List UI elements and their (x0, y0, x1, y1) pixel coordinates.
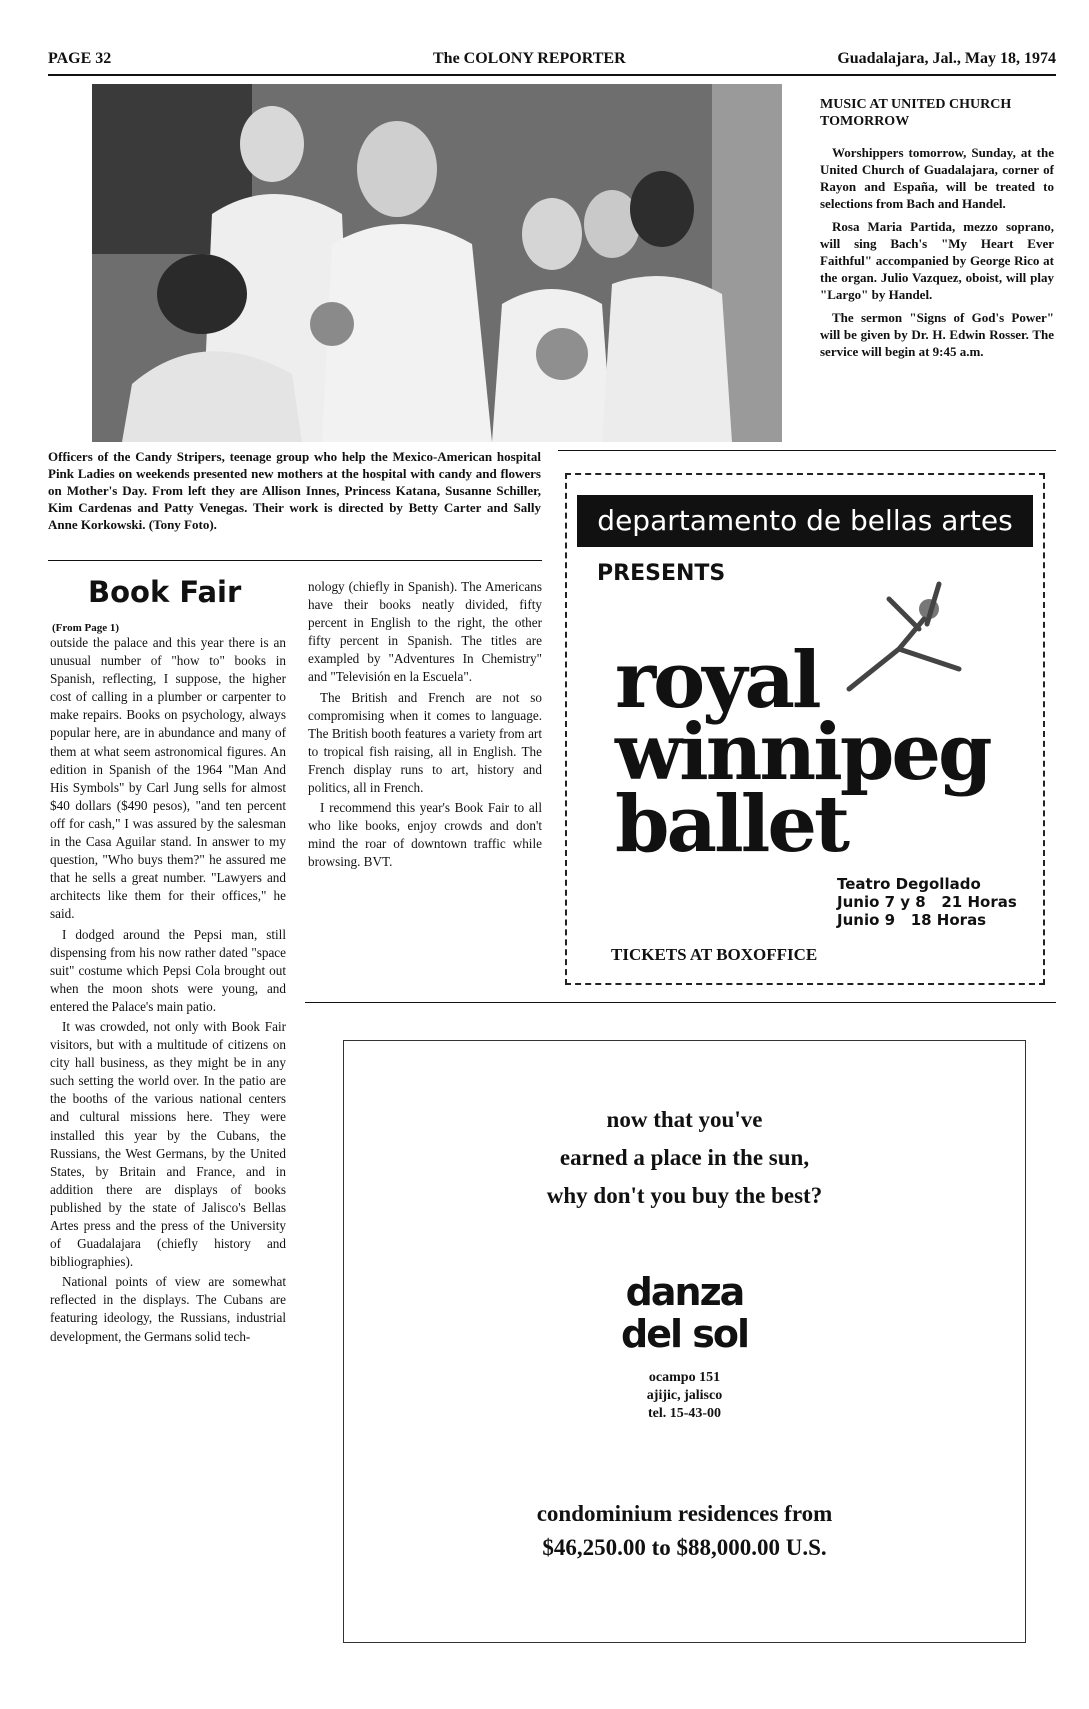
venue: Teatro Degollado (837, 875, 981, 893)
music-article (820, 96, 1054, 366)
column-rule (305, 1002, 1056, 1003)
continued-from: (From Page 1) (52, 622, 119, 634)
slogan-line: now that you've (606, 1107, 763, 1132)
performance-details (837, 875, 1017, 929)
brand-line: danza (625, 1270, 744, 1314)
address-line: ajijic, jalisco (646, 1388, 723, 1403)
caption-rule (48, 560, 542, 561)
ballet-advertisement (565, 473, 1045, 985)
tickets-info: TICKETS AT BOXOFFICE (611, 945, 818, 964)
address-line: tel. 15-43-00 (647, 1406, 722, 1421)
music-paragraph: Rosa Maria Partida, mezzo soprano, will sing Bach's "My Heart Ever Faithful" accompanied by George Rico at the organ. Julio Vazquez, oboist, will play "Largo" by Handel. (820, 219, 1054, 302)
brand-logo (344, 1271, 1025, 1355)
dateline: Guadalajara, Jal., May 18, 1974 (837, 50, 1056, 67)
article-paragraph: The British and French are not so compromising when it comes to language. The British booth features a variety from art to tropical fish raising, all in English. The French display runs to art, history and politics, all in French. (308, 689, 542, 796)
article-paragraph: I recommend this year's Book Fair to all who like books, enjoy crowds and don't mind the roar of downtown traffic while browsing. BVT. (308, 800, 542, 870)
music-paragraph: The sermon "Signs of God's Power" will be given by Dr. H. Edwin Rosser. The service will begin at 9:45 a.m. (820, 310, 1054, 359)
ad-offer (344, 1497, 1025, 1565)
article-column-1 (50, 634, 286, 1348)
danza-del-sol-advertisement (343, 1040, 1026, 1643)
photo-caption: Officers of the Candy Stripers, teenage group who help the Mexico-American hospital Pink Ladies on weekends presented new mothers at the hospital with candy and flowers on Mother's Day. From left they are Allison Innes, Princess Katana, Susanne Schiller, Kim Cardenas and Patty Venegas. Their work is directed by Betty Carter and Sally Anne Korkowski. (Tony Foto). (48, 449, 541, 532)
page-number: PAGE 32 (48, 50, 112, 67)
bellas-artes-banner: departamento de bellas artes (577, 495, 1033, 547)
music-rule (558, 450, 1056, 451)
article-paragraph: nology (chiefly in Spanish). The Americans have their books neatly divided, fifty percent in English to the right, the other fifty percent in Spanish. The titles are exampled by "Adventures In Chemistry" and "Televisión en la Escuela". (308, 579, 542, 685)
article-paragraph: It was crowded, not only with Book Fair visitors, but with a multitude of citizens on city hall business, as they might be in any such setting the world over. In the patio are the booths of the various national centers and cultural missions here. They were installed this year by the Cubans, the Russians, the West Germans, by the United States, by Britain and France, and in addition there are displays of books published by the state of Jalisco's Bellas Artes press and the press of the University of Guadalajara (chiefly history and bibliographies). (50, 1018, 286, 1270)
article-paragraph: I dodged around the Pepsi man, still dispensing from his now rather dated "space suit" costume which Pepsi Cola brought out when the moon shots were young, and entered the Palace's main patio. (50, 926, 286, 1014)
performance-date: Junio 7 y 8 21 Horas (837, 893, 1017, 911)
ballet-title-line: ballet (615, 779, 847, 870)
article-paragraph: outside the palace and this year there is an unusual number of "how to" books in Spanish, reflecting, I suppose, the higher cost of calling in a plumber or carpenter to make repairs. Books on psychology, always popular here, are in abundance and many of them at what seem astronomical figures. An edition in Spanish of the 1964 "Man And His Symbols" by Carl Jung sells for almost $40 dollars ($490 pesos), "and ten percent off for cash," I was assured by the salesman in the Casa Aguilar stand. In answer to my question, "Who buys them?" he assured me that he sells a great number. "Lawyers and architects like them for their offices," he said. (50, 635, 286, 922)
offer-line: $46,250.00 to $88,000.00 U.S. (542, 1535, 827, 1560)
photo-illustration (92, 84, 782, 442)
ballet-title-line: royal (615, 635, 819, 726)
brand-line: del sol (621, 1312, 748, 1356)
page-header (48, 50, 1056, 74)
newspaper-name: The COLONY REPORTER (433, 50, 626, 67)
offer-line: condominium residences from (536, 1501, 833, 1526)
music-paragraph: Worshippers tomorrow, Sunday, at the United Church of Guadalajara, corner of Rayon and España, will be treated to selections from Bach and Handel. (820, 145, 1054, 211)
ad-slogan (344, 1101, 1025, 1215)
performance-date: Junio 9 18 Horas (837, 911, 987, 929)
address-line: ocampo 151 (648, 1370, 721, 1385)
candy-stripers-photo (92, 84, 782, 442)
presents-label: PRESENTS (597, 561, 726, 586)
ballet-title-line: winnipeg (615, 707, 990, 798)
ballet-title (615, 635, 990, 870)
ad-address (344, 1369, 1025, 1423)
header-rule (48, 74, 1056, 76)
slogan-line: why don't you buy the best? (546, 1183, 823, 1208)
book-fair-headline: Book Fair (88, 575, 242, 609)
music-headline: MUSIC AT UNITED CHURCH TOMORROW (820, 97, 1012, 129)
article-column-2 (308, 578, 542, 874)
slogan-line: earned a place in the sun, (559, 1145, 810, 1170)
article-paragraph: National points of view are somewhat reflected in the displays. The Cubans are featuring ideology, the Russians, industrial development, the Germans solid tech- (50, 1274, 286, 1344)
